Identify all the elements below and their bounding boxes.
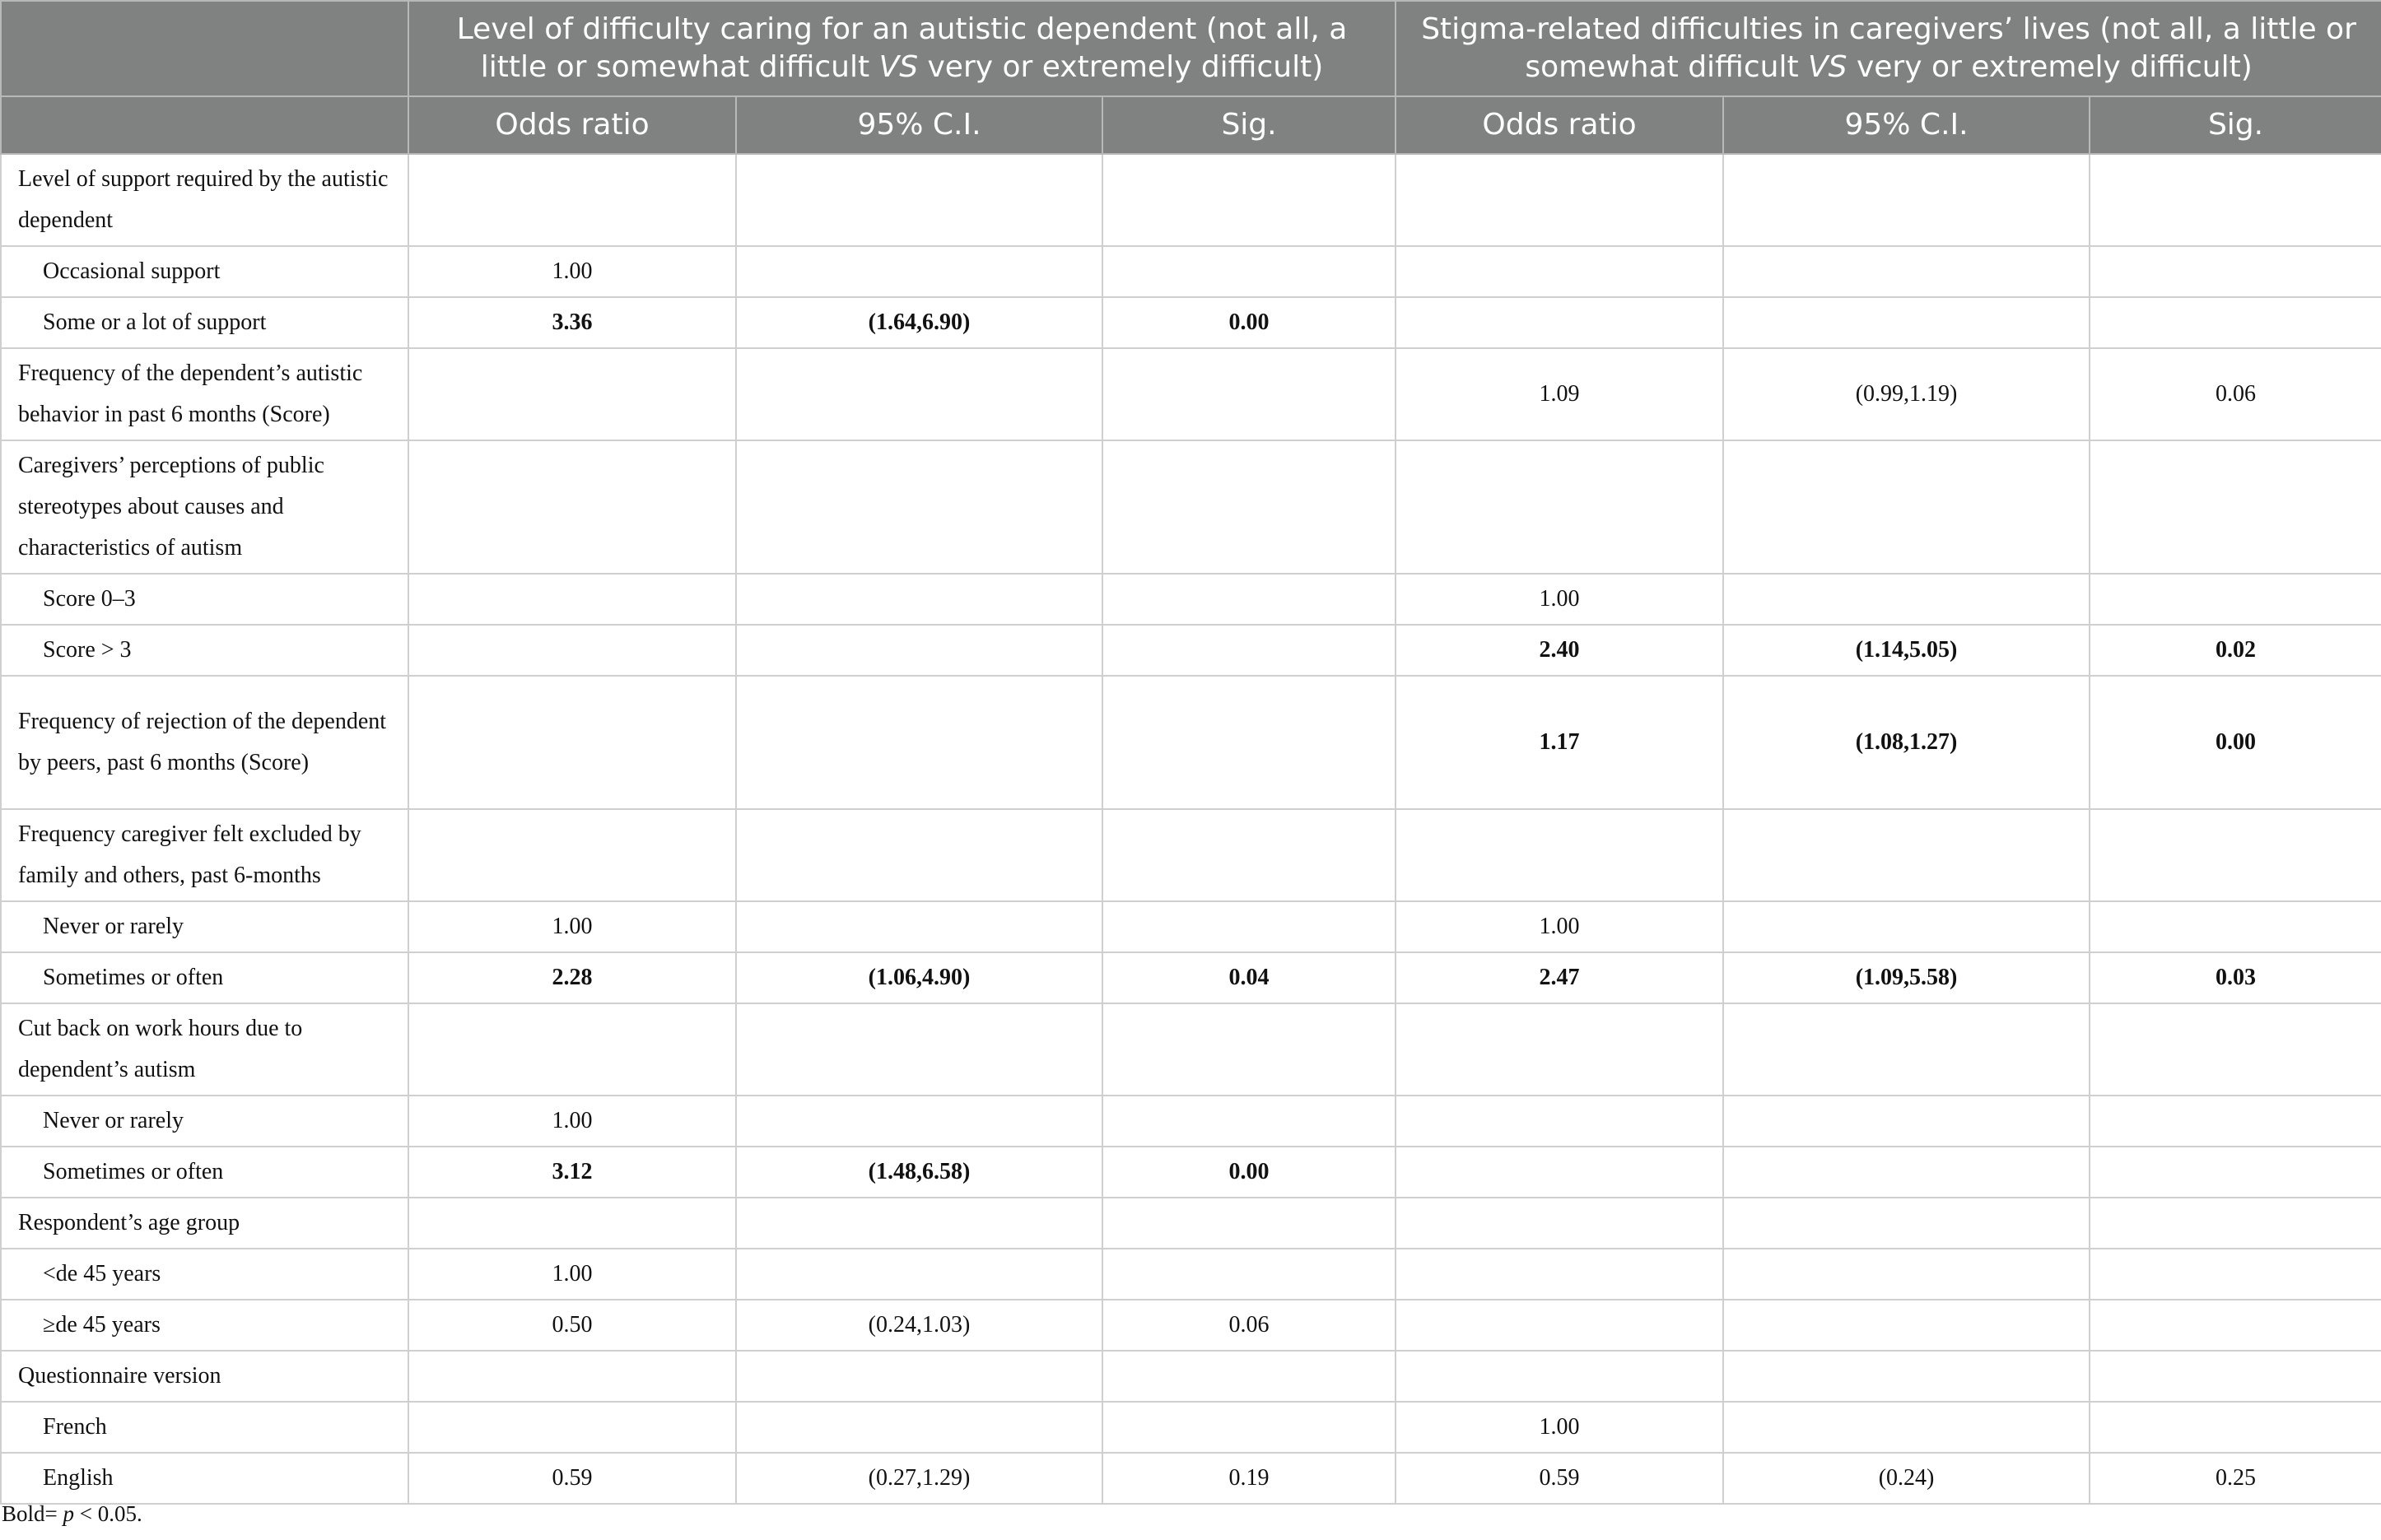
difficulty-sig-cell bbox=[1102, 1096, 1396, 1147]
difficulty-ci-cell bbox=[736, 1402, 1102, 1453]
table-footnote: Bold= p < 0.05. bbox=[2, 1501, 142, 1526]
header-corner-2 bbox=[1, 96, 408, 154]
row-label: Frequency of rejection of the dependent by peers, past 6 months (Score) bbox=[1, 676, 408, 809]
difficulty-ci-cell bbox=[736, 348, 1102, 440]
stigma-sig-cell: 0.02 bbox=[2090, 625, 2381, 676]
stigma-odds-ratio-cell bbox=[1396, 246, 1723, 297]
header-odds-ratio: Odds ratio bbox=[1396, 96, 1723, 154]
difficulty-ci-cell: (1.48,6.58) bbox=[736, 1147, 1102, 1198]
difficulty-odds-ratio-cell: 3.36 bbox=[408, 297, 736, 348]
table-row bbox=[1, 1003, 2381, 1096]
difficulty-sig-cell bbox=[1102, 1003, 1396, 1096]
stigma-sig-cell bbox=[2090, 1249, 2381, 1300]
row-label: Level of support required by the autistic dependent bbox=[1, 154, 408, 246]
stigma-sig-cell bbox=[2090, 574, 2381, 625]
row-sublabel: French bbox=[1, 1402, 408, 1453]
stigma-odds-ratio-cell bbox=[1396, 1198, 1723, 1249]
stigma-sig-cell bbox=[2090, 246, 2381, 297]
row-sublabel: Sometimes or often bbox=[1, 952, 408, 1003]
stigma-ci-cell bbox=[1723, 1198, 2090, 1249]
stigma-sig-cell bbox=[2090, 1003, 2381, 1096]
stigma-ci-cell bbox=[1723, 1300, 2090, 1351]
stigma-sig-cell bbox=[2090, 1351, 2381, 1402]
header-row-groups bbox=[1, 1, 2381, 96]
stigma-odds-ratio-cell: 1.00 bbox=[1396, 1402, 1723, 1453]
stigma-ci-cell bbox=[1723, 1147, 2090, 1198]
stigma-ci-cell bbox=[1723, 297, 2090, 348]
table-row bbox=[1, 952, 2381, 1003]
table-row bbox=[1, 1096, 2381, 1147]
table-row bbox=[1, 1249, 2381, 1300]
stigma-odds-ratio-cell bbox=[1396, 1351, 1723, 1402]
difficulty-odds-ratio-cell bbox=[408, 1003, 736, 1096]
table-body bbox=[1, 154, 2381, 1504]
header-ci: 95% C.I. bbox=[736, 96, 1102, 154]
header-corner bbox=[1, 1, 408, 96]
difficulty-odds-ratio-cell bbox=[408, 440, 736, 574]
table-row bbox=[1, 1147, 2381, 1198]
difficulty-odds-ratio-cell: 1.00 bbox=[408, 1096, 736, 1147]
difficulty-sig-cell bbox=[1102, 1198, 1396, 1249]
header-ci: 95% C.I. bbox=[1723, 96, 2090, 154]
row-sublabel: Some or a lot of support bbox=[1, 297, 408, 348]
stigma-ci-cell: (1.08,1.27) bbox=[1723, 676, 2090, 809]
header-row-columns bbox=[1, 96, 2381, 154]
stigma-odds-ratio-cell: 1.09 bbox=[1396, 348, 1723, 440]
difficulty-sig-cell: 0.00 bbox=[1102, 1147, 1396, 1198]
difficulty-sig-cell bbox=[1102, 676, 1396, 809]
row-sublabel: Score > 3 bbox=[1, 625, 408, 676]
difficulty-ci-cell: (0.27,1.29) bbox=[736, 1453, 1102, 1504]
table-row bbox=[1, 809, 2381, 901]
stigma-ci-cell: (1.14,5.05) bbox=[1723, 625, 2090, 676]
stigma-sig-cell bbox=[2090, 809, 2381, 901]
row-label: Frequency of the dependent’s autistic behavior in past 6 months (Score) bbox=[1, 348, 408, 440]
stigma-odds-ratio-cell: 0.59 bbox=[1396, 1453, 1723, 1504]
difficulty-odds-ratio-cell: 1.00 bbox=[408, 901, 736, 952]
difficulty-sig-cell bbox=[1102, 809, 1396, 901]
difficulty-odds-ratio-cell: 3.12 bbox=[408, 1147, 736, 1198]
stigma-ci-cell bbox=[1723, 154, 2090, 246]
difficulty-ci-cell bbox=[736, 901, 1102, 952]
difficulty-sig-cell: 0.06 bbox=[1102, 1300, 1396, 1351]
stigma-odds-ratio-cell: 1.00 bbox=[1396, 901, 1723, 952]
difficulty-odds-ratio-cell: 1.00 bbox=[408, 1249, 736, 1300]
difficulty-odds-ratio-cell bbox=[408, 809, 736, 901]
stigma-odds-ratio-cell: 1.00 bbox=[1396, 574, 1723, 625]
stigma-sig-cell: 0.00 bbox=[2090, 676, 2381, 809]
row-label: Caregivers’ perceptions of public stereotypes about causes and characteristics of autism bbox=[1, 440, 408, 574]
stigma-ci-cell bbox=[1723, 574, 2090, 625]
stigma-ci-cell bbox=[1723, 246, 2090, 297]
stigma-ci-cell bbox=[1723, 1249, 2090, 1300]
stigma-ci-cell: (1.09,5.58) bbox=[1723, 952, 2090, 1003]
stigma-ci-cell: (0.24) bbox=[1723, 1453, 2090, 1504]
difficulty-ci-cell bbox=[736, 1096, 1102, 1147]
stigma-ci-cell bbox=[1723, 1402, 2090, 1453]
table-row bbox=[1, 246, 2381, 297]
row-sublabel: English bbox=[1, 1453, 408, 1504]
stigma-sig-cell bbox=[2090, 1198, 2381, 1249]
difficulty-odds-ratio-cell bbox=[408, 348, 736, 440]
table-row bbox=[1, 676, 2381, 809]
stigma-sig-cell bbox=[2090, 1096, 2381, 1147]
stigma-ci-cell: (0.99,1.19) bbox=[1723, 348, 2090, 440]
stigma-sig-cell bbox=[2090, 440, 2381, 574]
stigma-odds-ratio-cell bbox=[1396, 1147, 1723, 1198]
difficulty-ci-cell bbox=[736, 809, 1102, 901]
table-row bbox=[1, 1453, 2381, 1504]
header-sig: Sig. bbox=[1102, 96, 1396, 154]
difficulty-ci-cell bbox=[736, 1003, 1102, 1096]
stigma-ci-cell bbox=[1723, 901, 2090, 952]
header-sig: Sig. bbox=[2090, 96, 2381, 154]
stigma-odds-ratio-cell bbox=[1396, 1249, 1723, 1300]
table-row bbox=[1, 625, 2381, 676]
stigma-odds-ratio-cell bbox=[1396, 1300, 1723, 1351]
stigma-odds-ratio-cell: 2.47 bbox=[1396, 952, 1723, 1003]
difficulty-odds-ratio-cell: 2.28 bbox=[408, 952, 736, 1003]
stigma-odds-ratio-cell: 2.40 bbox=[1396, 625, 1723, 676]
table-row bbox=[1, 440, 2381, 574]
difficulty-odds-ratio-cell: 0.50 bbox=[408, 1300, 736, 1351]
difficulty-sig-cell: 0.00 bbox=[1102, 297, 1396, 348]
difficulty-sig-cell bbox=[1102, 246, 1396, 297]
difficulty-ci-cell: (0.24,1.03) bbox=[736, 1300, 1102, 1351]
difficulty-ci-cell bbox=[736, 1351, 1102, 1402]
table-row bbox=[1, 1402, 2381, 1453]
row-label: Cut back on work hours due to dependent’s autism bbox=[1, 1003, 408, 1096]
header-group-stigma: Stigma-related difficulties in caregivers’ lives (not all, a little or somewhat difficult VS very or extremely difficult) bbox=[1396, 1, 2381, 96]
difficulty-sig-cell bbox=[1102, 901, 1396, 952]
table-row bbox=[1, 1198, 2381, 1249]
difficulty-ci-cell: (1.64,6.90) bbox=[736, 297, 1102, 348]
difficulty-odds-ratio-cell bbox=[408, 625, 736, 676]
stigma-ci-cell bbox=[1723, 440, 2090, 574]
row-sublabel: Never or rarely bbox=[1, 901, 408, 952]
row-sublabel: Never or rarely bbox=[1, 1096, 408, 1147]
difficulty-ci-cell bbox=[736, 676, 1102, 809]
table-row bbox=[1, 297, 2381, 348]
difficulty-ci-cell bbox=[736, 440, 1102, 574]
table-row bbox=[1, 574, 2381, 625]
difficulty-ci-cell bbox=[736, 1198, 1102, 1249]
stigma-ci-cell bbox=[1723, 809, 2090, 901]
stigma-sig-cell: 0.25 bbox=[2090, 1453, 2381, 1504]
difficulty-odds-ratio-cell bbox=[408, 1402, 736, 1453]
row-label: Frequency caregiver felt excluded by family and others, past 6-months bbox=[1, 809, 408, 901]
table-row bbox=[1, 1300, 2381, 1351]
stigma-sig-cell bbox=[2090, 1402, 2381, 1453]
header-group-difficulty: Level of difficulty caring for an autistic dependent (not all, a little or somewhat difficult VS very or extremely difficult) bbox=[408, 1, 1396, 96]
difficulty-sig-cell bbox=[1102, 574, 1396, 625]
difficulty-sig-cell: 0.04 bbox=[1102, 952, 1396, 1003]
row-sublabel: Sometimes or often bbox=[1, 1147, 408, 1198]
stigma-ci-cell bbox=[1723, 1351, 2090, 1402]
difficulty-sig-cell bbox=[1102, 440, 1396, 574]
row-sublabel: ≥de 45 years bbox=[1, 1300, 408, 1351]
difficulty-sig-cell bbox=[1102, 1249, 1396, 1300]
stigma-odds-ratio-cell bbox=[1396, 1003, 1723, 1096]
difficulty-sig-cell: 0.19 bbox=[1102, 1453, 1396, 1504]
row-sublabel: Score 0–3 bbox=[1, 574, 408, 625]
difficulty-odds-ratio-cell bbox=[408, 1198, 736, 1249]
stigma-odds-ratio-cell bbox=[1396, 440, 1723, 574]
difficulty-odds-ratio-cell: 1.00 bbox=[408, 246, 736, 297]
difficulty-sig-cell bbox=[1102, 154, 1396, 246]
table-row bbox=[1, 154, 2381, 246]
row-sublabel: <de 45 years bbox=[1, 1249, 408, 1300]
difficulty-ci-cell bbox=[736, 574, 1102, 625]
difficulty-sig-cell bbox=[1102, 1351, 1396, 1402]
difficulty-odds-ratio-cell bbox=[408, 1351, 736, 1402]
stigma-sig-cell bbox=[2090, 901, 2381, 952]
stigma-ci-cell bbox=[1723, 1003, 2090, 1096]
difficulty-sig-cell bbox=[1102, 1402, 1396, 1453]
difficulty-ci-cell bbox=[736, 625, 1102, 676]
difficulty-ci-cell bbox=[736, 246, 1102, 297]
stigma-sig-cell: 0.06 bbox=[2090, 348, 2381, 440]
stigma-ci-cell bbox=[1723, 1096, 2090, 1147]
difficulty-odds-ratio-cell bbox=[408, 154, 736, 246]
stigma-sig-cell: 0.03 bbox=[2090, 952, 2381, 1003]
difficulty-ci-cell bbox=[736, 1249, 1102, 1300]
stigma-sig-cell bbox=[2090, 297, 2381, 348]
stigma-sig-cell bbox=[2090, 1300, 2381, 1351]
difficulty-odds-ratio-cell bbox=[408, 574, 736, 625]
table-row bbox=[1, 348, 2381, 440]
difficulty-ci-cell: (1.06,4.90) bbox=[736, 952, 1102, 1003]
stigma-odds-ratio-cell bbox=[1396, 1096, 1723, 1147]
difficulty-sig-cell bbox=[1102, 625, 1396, 676]
row-label: Respondent’s age group bbox=[1, 1198, 408, 1249]
difficulty-odds-ratio-cell bbox=[408, 676, 736, 809]
stigma-odds-ratio-cell: 1.17 bbox=[1396, 676, 1723, 809]
row-label: Questionnaire version bbox=[1, 1351, 408, 1402]
row-sublabel: Occasional support bbox=[1, 246, 408, 297]
stigma-sig-cell bbox=[2090, 154, 2381, 246]
stigma-sig-cell bbox=[2090, 1147, 2381, 1198]
difficulty-ci-cell bbox=[736, 154, 1102, 246]
difficulty-sig-cell bbox=[1102, 348, 1396, 440]
stigma-odds-ratio-cell bbox=[1396, 154, 1723, 246]
difficulty-odds-ratio-cell: 0.59 bbox=[408, 1453, 736, 1504]
table-row bbox=[1, 901, 2381, 952]
stigma-odds-ratio-cell bbox=[1396, 809, 1723, 901]
table-row bbox=[1, 1351, 2381, 1402]
stigma-odds-ratio-cell bbox=[1396, 297, 1723, 348]
header-odds-ratio: Odds ratio bbox=[408, 96, 736, 154]
